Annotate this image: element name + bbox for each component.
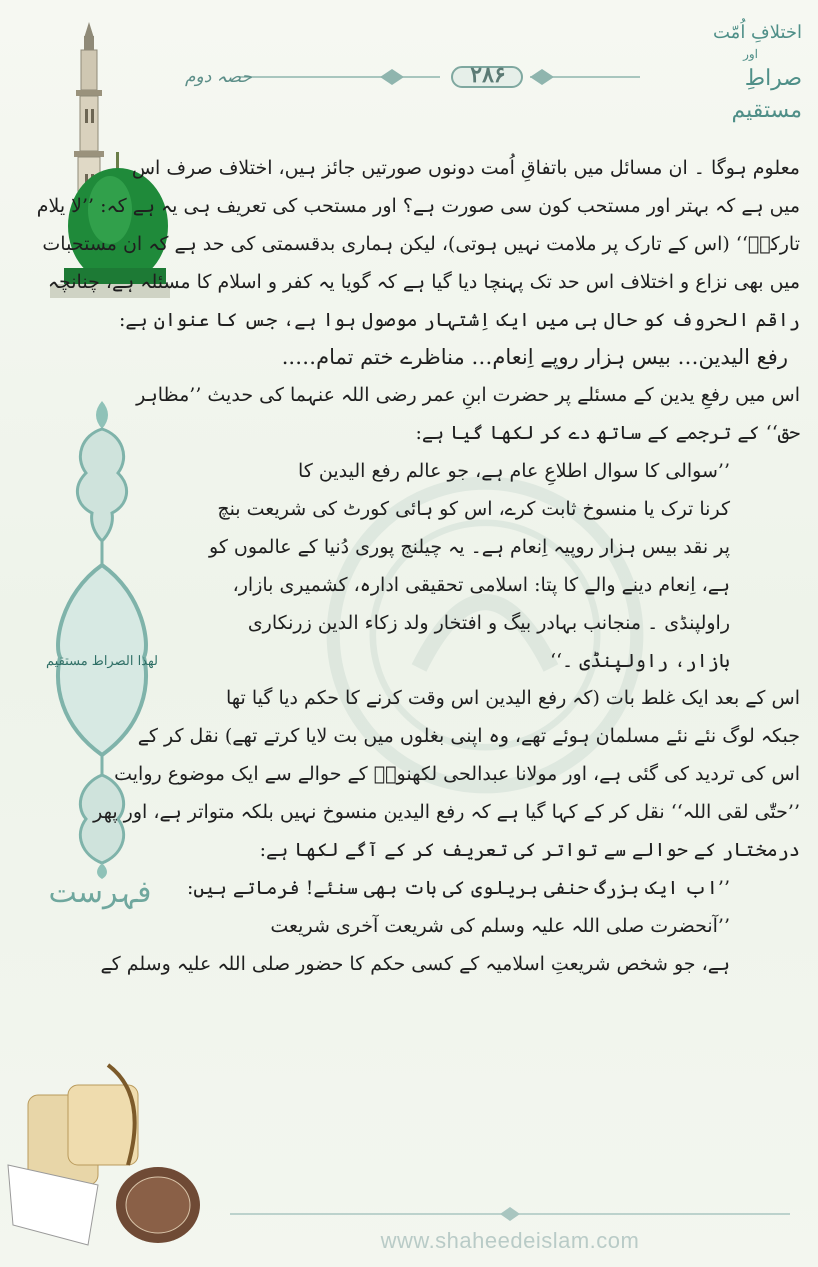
text-line: میں بھی نزاع و اختلاف اس حد تک پہنچا دیا گیا ہے کہ گویا یہ کفر و اسلام کا مسئلہ ہے، چنانچہ: [47, 270, 800, 293]
text-line: اس کی تردید کی گئی ہے، اور مولانا عبدالحی لکھنویؒ کے حوالے سے ایک موضوع روایت: [114, 763, 800, 786]
quote-line: ہے، اِنعام دینے والے کا پتا: اسلامی تحقیقی ادارہ، کشمیری بازار،: [232, 573, 730, 596]
text-line: میں ہے کہ بہتر اور مستحب کون سی صورت ہے؟ اور مستحب کی تعریف ہی یہ ہے کہ: ’’لا یلام: [36, 194, 800, 217]
text-line: اس میں رفعِ یدین کے مسئلے پر حضرت ابنِ عمر رضی اللہ عنہما کی حدیث ’’مظاہر: [136, 384, 800, 407]
quote-line: ’’آنحضرت صلی اللہ علیہ وسلم کی شریعت آخری شریعت: [270, 914, 730, 937]
text-line: راقم الحروف کو حال ہی میں ایک اِشتہار موصول ہوا ہے، جس کا عنوان ہے:: [119, 308, 800, 331]
text-line: ’’حتّٰی لقی اللہ‘‘ نقل کر کے کہا گیا ہے کہ رفع الیدین منسوخ نہیں بلکہ متواتر ہے، اور پھر: [93, 801, 800, 824]
book-title: [672, 20, 802, 127]
advert-heading: رفع الیدین… بیس ہزار روپے اِنعام… مناظرے ختم تمام…..: [281, 345, 788, 370]
page-number: ۲۸۶: [470, 62, 506, 88]
scroll-and-quill-decoration: [8, 1055, 218, 1255]
quote-line: ہے، جو شخص شریعتِ اسلامیہ کے کسی حکم کا حضور صلی اللہ علیہ وسلم کے: [100, 952, 730, 975]
text-line: درمختار کے حوالے سے تواتر کی تعریف کر کے آگے لکھا ہے:: [259, 839, 800, 862]
text-line: حق‘‘ کے ترجمے کے ساتھ دے کر لکھا گیا ہے:: [415, 422, 800, 445]
book-title-line3: صراطِ مستقیم: [731, 66, 802, 124]
quote-line: ’’سوالی کا سوال اطلاعِ عام ہے، جو عالم رفع الیدین کا: [298, 460, 730, 483]
quote-line: راولپنڈی ۔ منجانب بہادر بیگ و افتخار ولد زکاء الدین زرنکاری: [247, 611, 730, 634]
text-line: تارکہٗ‘‘ (اس کے تارک پر ملامت نہیں ہوتی)، لیکن ہماری بدقسمتی کی حد ہے کہ ان مستحبات: [42, 232, 800, 255]
website-link[interactable]: www.shaheedeislam.com: [380, 1228, 640, 1253]
quote-line: پر نقد بیس ہزار روپیہ اِنعام ہے۔ یہ چیلنج پوری دُنیا کے عالموں کو: [209, 535, 730, 558]
quote-line: بازار، راولپنڈی ۔‘‘: [549, 649, 730, 672]
text-line: اس کے بعد ایک غلط بات (کہ رفع الیدین اس وقت کرنے کا حکم دیا گیا تھا: [226, 687, 800, 710]
book-title-line2: اور: [743, 47, 758, 62]
frame-caption: لھذا الصراط مستقیم: [46, 654, 158, 669]
book-title-line1: اختلافِ اُمّت: [713, 22, 802, 43]
quote-line: ’’اب ایک بزرگ حنفی بریلوی کی بات بھی سنئے! فرماتے ہیں:: [187, 876, 730, 899]
text-line: معلوم ہوگا ۔ ان مسائل میں باتفاقِ اُمت دونوں صورتیں جائز ہیں، اختلاف صرف اس: [131, 157, 800, 179]
index-link[interactable]: فہرست: [48, 875, 152, 910]
quote-line: کرنا ترک یا منسوخ ثابت کرے، اس کو ہائی کورٹ کی شریعت بنچ: [217, 498, 730, 521]
text-line: جبکہ لوگ نئے نئے مسلمان ہوئے تھے، وہ اپنی بغلوں میں بت لایا کرتے تھے) نقل کر کے: [137, 725, 800, 748]
part-label: حصہ دوم: [185, 67, 252, 87]
footer-ornament-line: [220, 1206, 800, 1222]
